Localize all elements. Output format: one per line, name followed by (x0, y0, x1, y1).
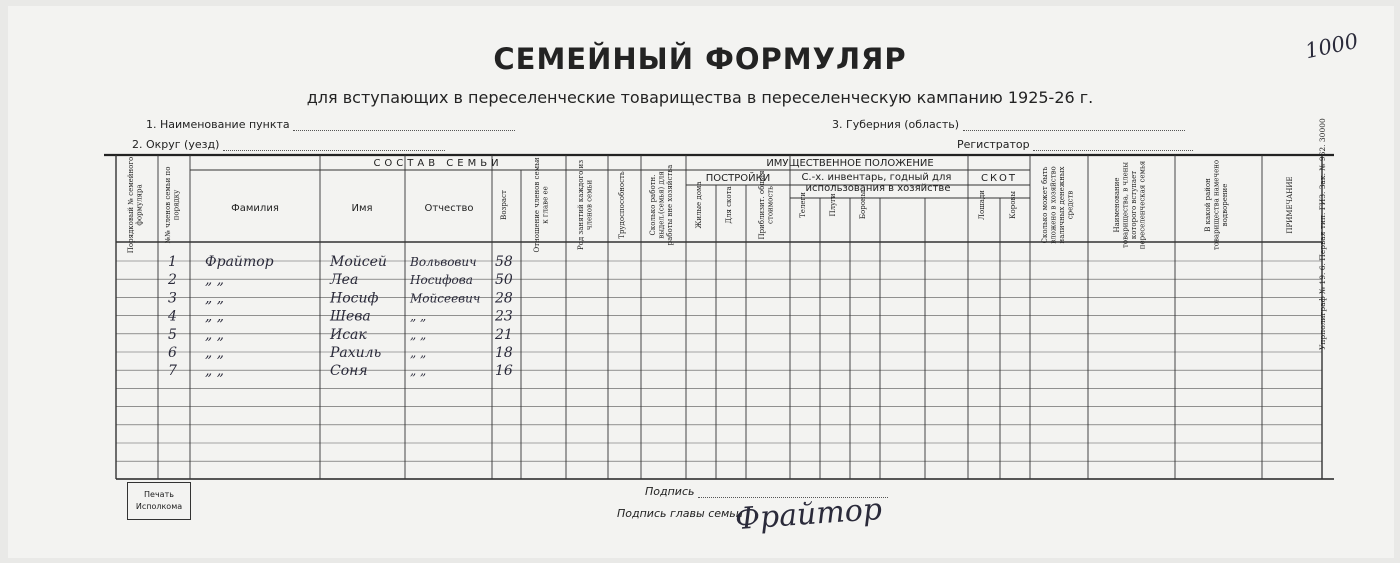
age-cell: 23 (495, 308, 513, 325)
header-patronymic: Отчество (424, 203, 474, 214)
column-header-4: Род занятий каждого изчленов семьи (577, 159, 594, 251)
column-header-11: Плуги (829, 193, 837, 217)
column-header-15: Сколько может бытьвложено в хозяйствоналичных денежныхсредств (1041, 166, 1075, 244)
header-buildings: ПОСТРОЙКИ (705, 173, 771, 184)
printer-note: Упрполиграф № 19. 6. Первая тип. ГИЗ. Зак. № 962. 30000 (1318, 118, 1327, 350)
inventory-line1: С.-х. инвентарь, годный для (801, 172, 952, 183)
age-cell: 21 (495, 326, 513, 343)
stamp-box (127, 482, 191, 520)
header-cattle: СКОТ (980, 173, 1018, 184)
header-family-composition: СОСТАВ СЕМЬИ (373, 158, 503, 169)
age-cell: 16 (495, 363, 513, 380)
signature-label: Подпись (645, 485, 695, 498)
header-surname: Фамилия (231, 203, 279, 214)
age-cell: 18 (495, 345, 513, 361)
column-header-17: В какой районтоварищества намеченоводворение (1204, 159, 1229, 251)
name-cell: Соня (330, 363, 368, 380)
patronymic-cell: Мойсеевич (410, 291, 481, 306)
header-inventory (801, 172, 954, 194)
age-cell: 50 (495, 272, 513, 289)
surname-cell: „ „ (205, 272, 224, 289)
surname-cell: „ „ (205, 345, 224, 361)
column-header-10: Телеги (799, 192, 807, 218)
surname-cell: „ „ (205, 290, 224, 307)
name-cell: Леа (330, 272, 359, 289)
province-label: 3. Губерния (область) (832, 118, 960, 131)
head-signature-field (617, 507, 743, 520)
archive-number: 1000 (1303, 28, 1361, 64)
member-number: 3 (168, 290, 177, 307)
district-label: 2. Округ (уезд) (132, 138, 220, 151)
member-number: 5 (168, 326, 177, 343)
member-number: 2 (168, 272, 177, 289)
member-number: 1 (168, 254, 177, 270)
column-header-3: Отношение членов семьик главе ее (533, 157, 550, 253)
column-header-13: Лошади (978, 190, 986, 220)
column-header-6: Сколько работн.выдел.(семья) дляработы вне хозяйства (649, 164, 674, 246)
vertical-headers (127, 157, 1294, 253)
form-subtitle: для вступающих в переселенческие товарищества в переселенческую кампанию 1925-26 г. (306, 88, 1094, 107)
column-header-2: Возраст (500, 190, 508, 220)
surname-cell: „ „ (205, 326, 224, 343)
name-cell: Исак (330, 326, 367, 343)
column-header-14: Коровы (1009, 191, 1017, 219)
column-header-18: ПРИМЕЧАНИЕ (1286, 176, 1294, 234)
member-number: 6 (168, 345, 177, 361)
member-number: 4 (168, 308, 177, 325)
patronymic-cell: „ „ (410, 346, 427, 360)
header-name: Имя (351, 203, 373, 214)
name-cell: Шева (330, 308, 371, 325)
patronymic-cell: „ „ (410, 327, 427, 342)
patronymic-cell: „ „ (410, 364, 427, 379)
age-cell: 28 (495, 290, 513, 307)
name-cell: Носиф (330, 290, 379, 307)
surname-cell: „ „ (205, 308, 224, 325)
name-cell: Мойсей (330, 254, 387, 270)
age-cell: 58 (495, 254, 513, 270)
patronymic-cell: „ „ (410, 309, 427, 324)
column-header-16: Наименованиетоварищества, в членыкоторого вступаетпереселенческая семья (1113, 160, 1147, 250)
head-signature-label: Подпись главы семьи (617, 507, 743, 520)
surname-cell: Фрайтор (205, 254, 274, 270)
column-header-7: Жилые дома (695, 181, 703, 229)
row-rules (116, 261, 1322, 461)
name-cell: Рахиль (330, 345, 382, 361)
form-title: СЕМЕЙНЫЙ ФОРМУЛЯР (493, 42, 907, 76)
column-header-12: Бороны (859, 190, 867, 220)
patronymic-cell: Вольвович (410, 255, 477, 269)
member-number: 7 (168, 363, 177, 380)
stamp-label: Печать (144, 490, 174, 499)
settlement-label: 1. Наименование пункта (146, 118, 290, 131)
surname-cell: „ „ (205, 363, 224, 380)
table-rows (167, 254, 513, 379)
column-header-0: Порядковый № семейногоформуляра (127, 156, 144, 254)
column-header-8: Для скота (725, 186, 733, 224)
head-signature: Фрайтор (733, 491, 884, 538)
registrar-label: Регистратор (957, 138, 1030, 151)
patronymic-cell: Носифова (410, 273, 473, 288)
column-header-9: Приблизит. общаястоимость (758, 170, 775, 240)
column-header-1: №№ членов семьи попорядку (164, 166, 181, 244)
stamp-sublabel: Исполкома (135, 502, 183, 511)
inventory-line2: использования в хозяйстве (805, 183, 951, 194)
column-header-5: Трудоспособность (618, 171, 626, 239)
header-property: ИМУЩЕСТВЕННОЕ ПОЛОЖЕНИЕ (766, 158, 934, 169)
